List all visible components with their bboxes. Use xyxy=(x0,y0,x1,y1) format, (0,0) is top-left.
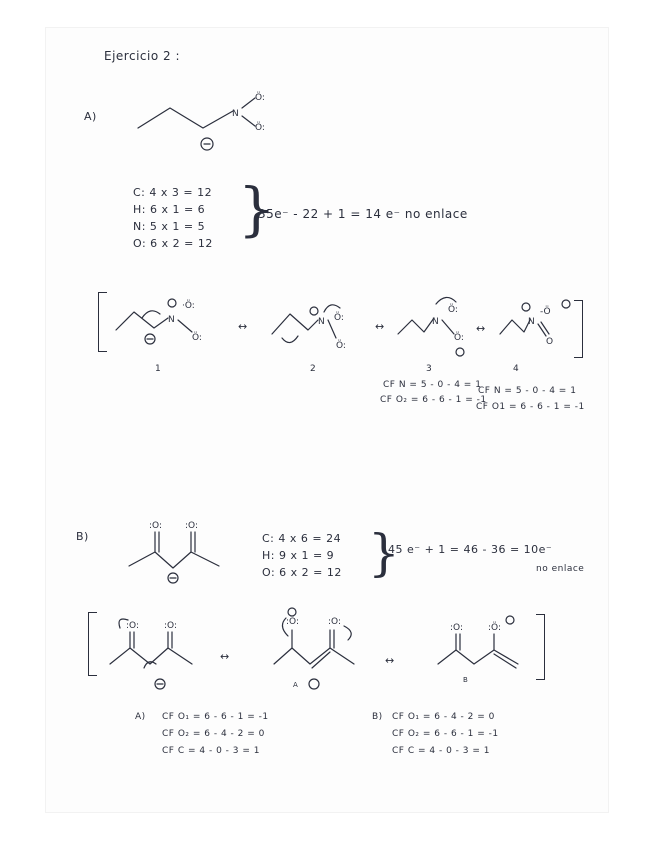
b-cf-a-label: A) xyxy=(135,712,146,722)
part-b-molecule xyxy=(125,518,235,588)
b-count-h: H: 9 x 1 = 9 xyxy=(262,549,335,562)
part-a-label: A) xyxy=(84,110,97,123)
svg-text:N: N xyxy=(232,109,239,119)
svg-text:N: N xyxy=(432,317,439,327)
b-resonance-2 xyxy=(268,606,378,686)
b-summary-2: no enlace xyxy=(536,564,585,574)
b-cf-a-3: CF C = 4 - 0 - 3 = 1 xyxy=(162,746,260,756)
b-count-c: C: 4 x 6 = 24 xyxy=(262,532,342,545)
svg-text:·Ö:: ·Ö: xyxy=(182,301,195,311)
a-resonance-2 xyxy=(268,292,378,352)
a-bracket-left xyxy=(98,292,107,352)
a-resonance-4 xyxy=(498,294,578,354)
a-count-h: H: 6 x 1 = 6 xyxy=(133,203,206,216)
svg-text:Ö:: Ö: xyxy=(334,313,344,323)
svg-text::O:: :O: xyxy=(164,621,177,631)
a-summary: 35e⁻ - 22 + 1 = 14 e⁻ no enlace xyxy=(258,207,468,221)
a-res-number-3: 3 xyxy=(426,364,433,374)
exercise-title: Ejercicio 2 : xyxy=(104,49,180,63)
svg-text::O:: :O: xyxy=(149,521,162,531)
svg-text::Ö:: :Ö: xyxy=(488,623,501,633)
a-resonance-arrow-2: ↔ xyxy=(375,320,385,333)
b-res-label-b: B xyxy=(463,676,469,684)
a-cf-right-1: CF N = 5 - 0 - 4 = 1 xyxy=(478,386,577,396)
part-a-molecule xyxy=(135,86,275,156)
a-brace: } xyxy=(238,175,275,243)
svg-text:O: O xyxy=(546,337,554,347)
a-cf-left-2: CF O₂ = 6 - 6 - 1 = -1 xyxy=(380,395,487,405)
b-brace: } xyxy=(368,524,400,582)
svg-text::O:: :O: xyxy=(185,521,198,531)
a-count-o: O: 6 x 2 = 12 xyxy=(133,237,213,250)
b-cf-a-2: CF O₂ = 6 - 4 - 2 = 0 xyxy=(162,729,265,739)
a-resonance-3 xyxy=(396,290,486,360)
b-summary: 45 e⁻ + 1 = 46 - 36 = 10e⁻ xyxy=(388,543,553,556)
svg-text::O:: :O: xyxy=(328,617,341,627)
b-cf-b-label: B) xyxy=(372,712,383,722)
svg-text:Ö:: Ö: xyxy=(255,123,265,133)
notebook-page xyxy=(46,28,608,812)
a-cf-left-1: CF N = 5 - 0 - 4 = 1 xyxy=(383,380,482,390)
svg-text:-Ö: -Ö xyxy=(540,307,551,317)
b-res-label-a: A xyxy=(293,681,299,689)
a-res-number-4: 4 xyxy=(513,364,520,374)
a-resonance-1 xyxy=(112,292,232,352)
svg-text:Ö:: Ö: xyxy=(255,93,265,103)
b-resonance-3 xyxy=(432,606,542,686)
b-cf-b-2: CF O₂ = 6 - 6 - 1 = -1 xyxy=(392,729,499,739)
a-count-n: N: 5 x 1 = 5 xyxy=(133,220,206,233)
svg-text:N: N xyxy=(318,317,325,327)
a-cf-right-2: CF O1 = 6 - 6 - 1 = -1 xyxy=(476,402,585,412)
svg-text::O:: :O: xyxy=(126,621,139,631)
a-res-number-1: 1 xyxy=(155,364,162,374)
a-resonance-arrow-3: ↔ xyxy=(476,322,486,335)
a-count-c: C: 4 x 3 = 12 xyxy=(133,186,213,199)
b-cf-b-1: CF O₁ = 6 - 4 - 2 = 0 xyxy=(392,712,495,722)
b-resonance-1 xyxy=(104,612,214,692)
part-b-label: B) xyxy=(76,530,89,543)
b-resonance-arrow-2: ↔ xyxy=(385,654,395,667)
b-cf-a-1: CF O₁ = 6 - 6 - 1 = -1 xyxy=(162,712,269,722)
svg-text:Ö:: Ö: xyxy=(336,341,346,351)
b-bracket-left xyxy=(88,612,97,676)
svg-text:N: N xyxy=(528,317,535,327)
svg-text:N: N xyxy=(168,315,175,325)
b-resonance-arrow-1: ↔ xyxy=(220,650,230,663)
a-res-number-2: 2 xyxy=(310,364,317,374)
a-resonance-arrow-1: ↔ xyxy=(238,320,248,333)
svg-text:Ö:: Ö: xyxy=(448,305,458,315)
svg-text::O:: :O: xyxy=(450,623,463,633)
b-cf-b-3: CF C = 4 - 0 - 3 = 1 xyxy=(392,746,490,756)
svg-text::Ö:: :Ö: xyxy=(286,617,299,627)
svg-text:Ö:: Ö: xyxy=(192,333,202,343)
b-count-o: O: 6 x 2 = 12 xyxy=(262,566,342,579)
svg-text:Ö:: Ö: xyxy=(454,333,464,343)
